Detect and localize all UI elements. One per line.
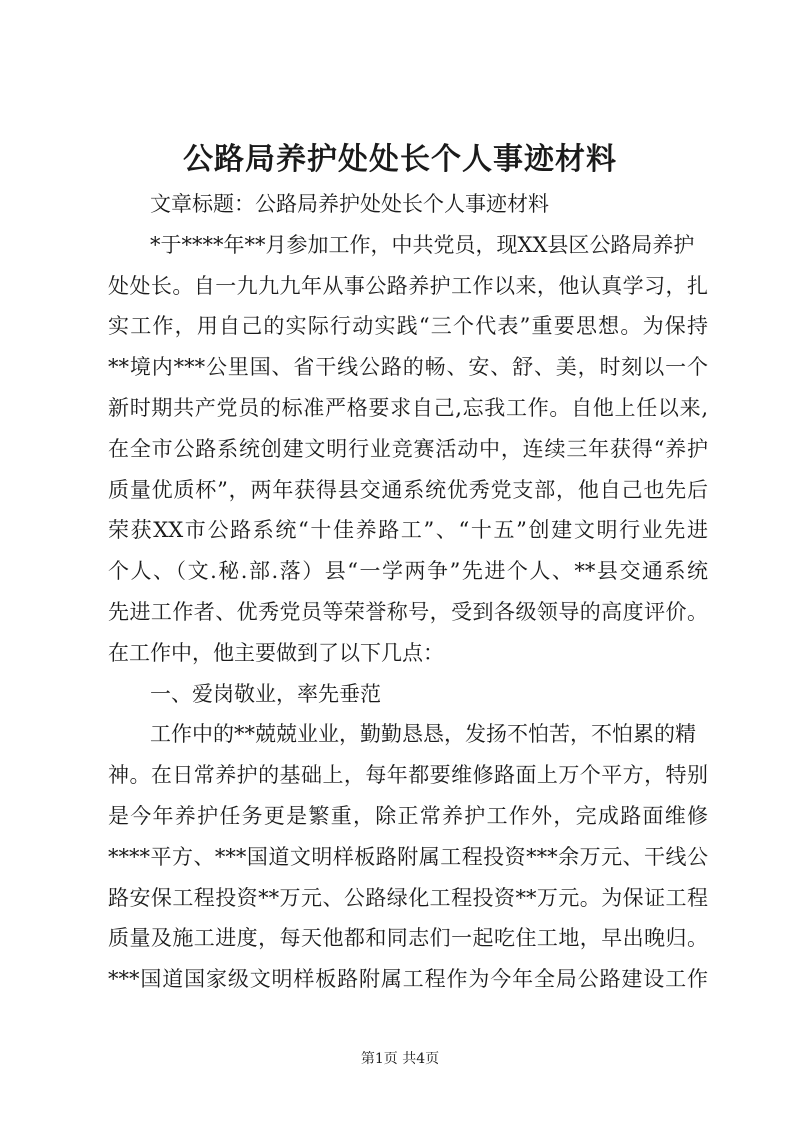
paragraph-line: ****平方、***国道文明样板路附属工程投资***余万元、干线公: [108, 844, 708, 869]
paragraph-line: 个人、（文.秘.部.落）县“一学两争”先进个人、**县交通系统: [108, 559, 708, 584]
paragraph-line: 在全市公路系统创建文明行业竞赛活动中，连续三年获得“养护: [108, 436, 708, 461]
article-title-line: 文章标题：公路局养护处处长个人事迹材料: [150, 192, 549, 216]
document-body: [108, 184, 708, 1000]
paragraph-line: 神。在日常养护的基础上，每年都要维修路面上万个平方，特别: [108, 763, 708, 788]
paragraph-line: 先进工作者、优秀党员等荣誉称号，受到各级领导的高度评价。: [108, 599, 708, 624]
paragraph-line: 质量优质杯”，两年获得县交通系统优秀党支部，他自己也先后: [108, 477, 708, 502]
paragraph-line: **境内***公里国、省干线公路的畅、安、舒、美，时刻以一个: [108, 355, 708, 380]
paragraph-line: 荣获XX市公路系统“十佳养路工”、“十五”创建文明行业先进: [108, 518, 708, 543]
paragraph-line: 质量及施工进度，每天他都和同志们一起吃住工地，早出晚归。: [108, 926, 708, 951]
document-title: 公路局养护处处长个人事迹材料: [183, 142, 617, 177]
paragraph-line: ***国道国家级文明样板路附属工程作为今年全局公路建设工作: [108, 967, 708, 992]
section-heading: 一、爱岗敬业，率先垂范: [150, 681, 381, 706]
paragraph-line: 实工作，用自己的实际行动实践“三个代表”重要思想。为保持: [108, 314, 708, 339]
page-footer: 第1页 共4页: [360, 1051, 440, 1067]
paragraph-line: 处处长。自一九九九年从事公路养护工作以来，他认真学习，扎: [108, 273, 708, 298]
paragraph-line: *于****年**月参加工作，中共党员，现XX县区公路局养护: [150, 232, 695, 257]
paragraph-line: 工作中的**兢兢业业，勤勤恳恳，发扬不怕苦，不怕累的精: [150, 722, 696, 747]
paragraph-line: 路安保工程投资**万元、公路绿化工程投资**万元。为保证工程: [108, 885, 708, 910]
paragraph-line: 在工作中，他主要做到了以下几点：: [108, 640, 444, 665]
paragraph-line: 新时期共产党员的标准严格要求自己,忘我工作。自他上任以来,: [108, 395, 708, 420]
paragraph-line: 是今年养护任务更是繁重，除正常养护工作外，完成路面维修: [108, 803, 708, 828]
